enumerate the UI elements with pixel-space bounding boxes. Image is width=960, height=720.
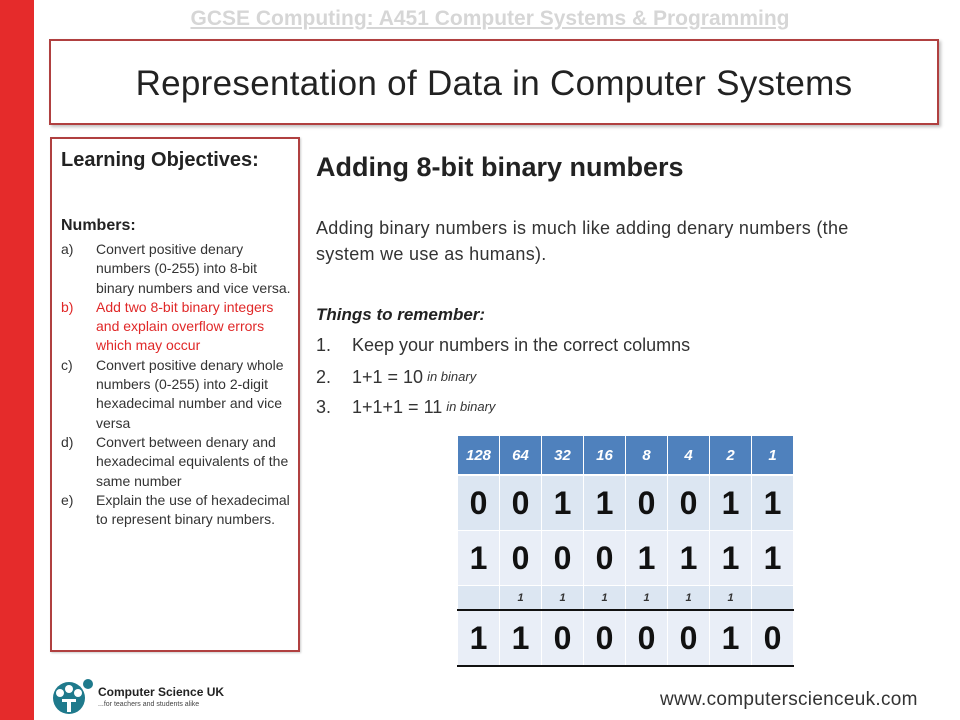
place-value-header: 2 [710, 436, 752, 475]
objectives-heading: Learning Objectives: [61, 149, 259, 171]
carry-cell: 1 [626, 586, 668, 611]
objective-text: Explain the use of hexadecimal to represent binary numbers. [96, 491, 290, 528]
title-box [49, 39, 939, 125]
place-value-header: 32 [542, 436, 584, 475]
bit-cell: 1 [626, 531, 668, 586]
remember-item [316, 397, 495, 418]
remember-note: in binary [427, 369, 477, 384]
result-bit-cell: 0 [542, 610, 584, 666]
objective-letter: d) [61, 433, 74, 450]
section-heading: Adding 8-bit binary numbers [316, 152, 684, 182]
logo-text [98, 685, 224, 708]
page-title: Representation of Data in Computer Systems [135, 64, 853, 103]
remember-number: 1. [316, 335, 332, 355]
left-accent-bar [0, 0, 34, 720]
bit-cell: 0 [668, 475, 710, 531]
website-link[interactable]: www.computerscienceuk.com [660, 689, 918, 710]
carry-cell [752, 586, 794, 611]
bit-cell: 1 [710, 475, 752, 531]
bit-cell: 1 [710, 531, 752, 586]
learning-objectives-panel [50, 137, 300, 652]
objective-item [61, 356, 297, 433]
carry-cell: 1 [542, 586, 584, 611]
bit-cell: 0 [626, 475, 668, 531]
remember-text: Keep your numbers in the correct columns [352, 335, 691, 355]
result-bit-cell: 1 [458, 610, 500, 666]
carry-cell: 1 [584, 586, 626, 611]
remember-text: 1+1+1 = 11 [352, 397, 443, 417]
logo-tagline: ...for teachers and students alike [98, 701, 200, 708]
bit-cell: 1 [752, 475, 794, 531]
carry-cell: 1 [710, 586, 752, 611]
result-bit-cell: 0 [752, 610, 794, 666]
remember-item [316, 335, 690, 356]
carry-cell: 1 [500, 586, 542, 611]
bit-cell: 0 [584, 531, 626, 586]
things-to-remember-heading: Things to remember: [316, 305, 486, 324]
objective-text: Convert positive denary whole numbers (0-255) into 2-digit hexadecimal number and vice versa [96, 356, 284, 431]
course-link[interactable]: GCSE Computing: A451 Computer Systems & Programming [190, 7, 790, 30]
remember-text: 1+1 = 10 [352, 367, 424, 387]
objectives-subheading: Numbers: [61, 217, 136, 234]
objective-item [61, 433, 297, 491]
objective-item [61, 240, 297, 298]
carry-cell: 1 [668, 586, 710, 611]
bit-cell: 0 [458, 475, 500, 531]
bit-cell: 0 [500, 531, 542, 586]
binary-addition-table [457, 436, 794, 667]
objective-text: Add two 8-bit binary integers and explain overflow errors which may occur [96, 298, 274, 354]
objective-item-current [61, 298, 297, 356]
bit-cell: 1 [458, 531, 500, 586]
result-bit-cell: 0 [626, 610, 668, 666]
result-row [458, 610, 794, 666]
objective-letter: e) [61, 491, 74, 508]
carry-cell [458, 586, 500, 611]
place-value-header: 16 [584, 436, 626, 475]
remember-item [316, 367, 476, 388]
place-value-header: 128 [458, 436, 500, 475]
result-bit-cell: 1 [500, 610, 542, 666]
objective-letter: c) [61, 356, 73, 373]
result-bit-cell: 1 [710, 610, 752, 666]
result-bit-cell: 0 [584, 610, 626, 666]
bit-cell: 0 [542, 531, 584, 586]
bit-cell: 1 [584, 475, 626, 531]
objective-letter: b) [61, 298, 74, 315]
objective-text: Convert positive denary numbers (0-255) into 8-bit binary numbers and vice versa. [96, 241, 291, 296]
objective-letter: a) [61, 241, 74, 257]
objective-item [61, 491, 297, 530]
bit-cell: 1 [752, 531, 794, 586]
objective-text: Convert between denary and hexadecimal equivalents of the same number [96, 433, 289, 489]
carry-row [458, 586, 794, 611]
bit-cell: 1 [668, 531, 710, 586]
place-value-header: 1 [752, 436, 794, 475]
place-value-header: 4 [668, 436, 710, 475]
bit-cell: 1 [542, 475, 584, 531]
remember-number: 2. [316, 367, 332, 387]
remember-number: 3. [316, 397, 332, 417]
bit-cell: 0 [500, 475, 542, 531]
place-value-header: 8 [626, 436, 668, 475]
place-value-header: 64 [500, 436, 542, 475]
result-bit-cell: 0 [668, 610, 710, 666]
place-value-header-row [458, 436, 794, 475]
objectives-list [61, 240, 297, 529]
logo-name: Computer Science UK [98, 685, 225, 699]
addend-row-1 [458, 475, 794, 531]
intro-paragraph: Adding binary numbers is much like adding denary numbers (the system we use as humans). [316, 218, 849, 264]
remember-note: in binary [446, 399, 496, 414]
computer-science-uk-logo [49, 676, 95, 716]
addend-row-2 [458, 531, 794, 586]
